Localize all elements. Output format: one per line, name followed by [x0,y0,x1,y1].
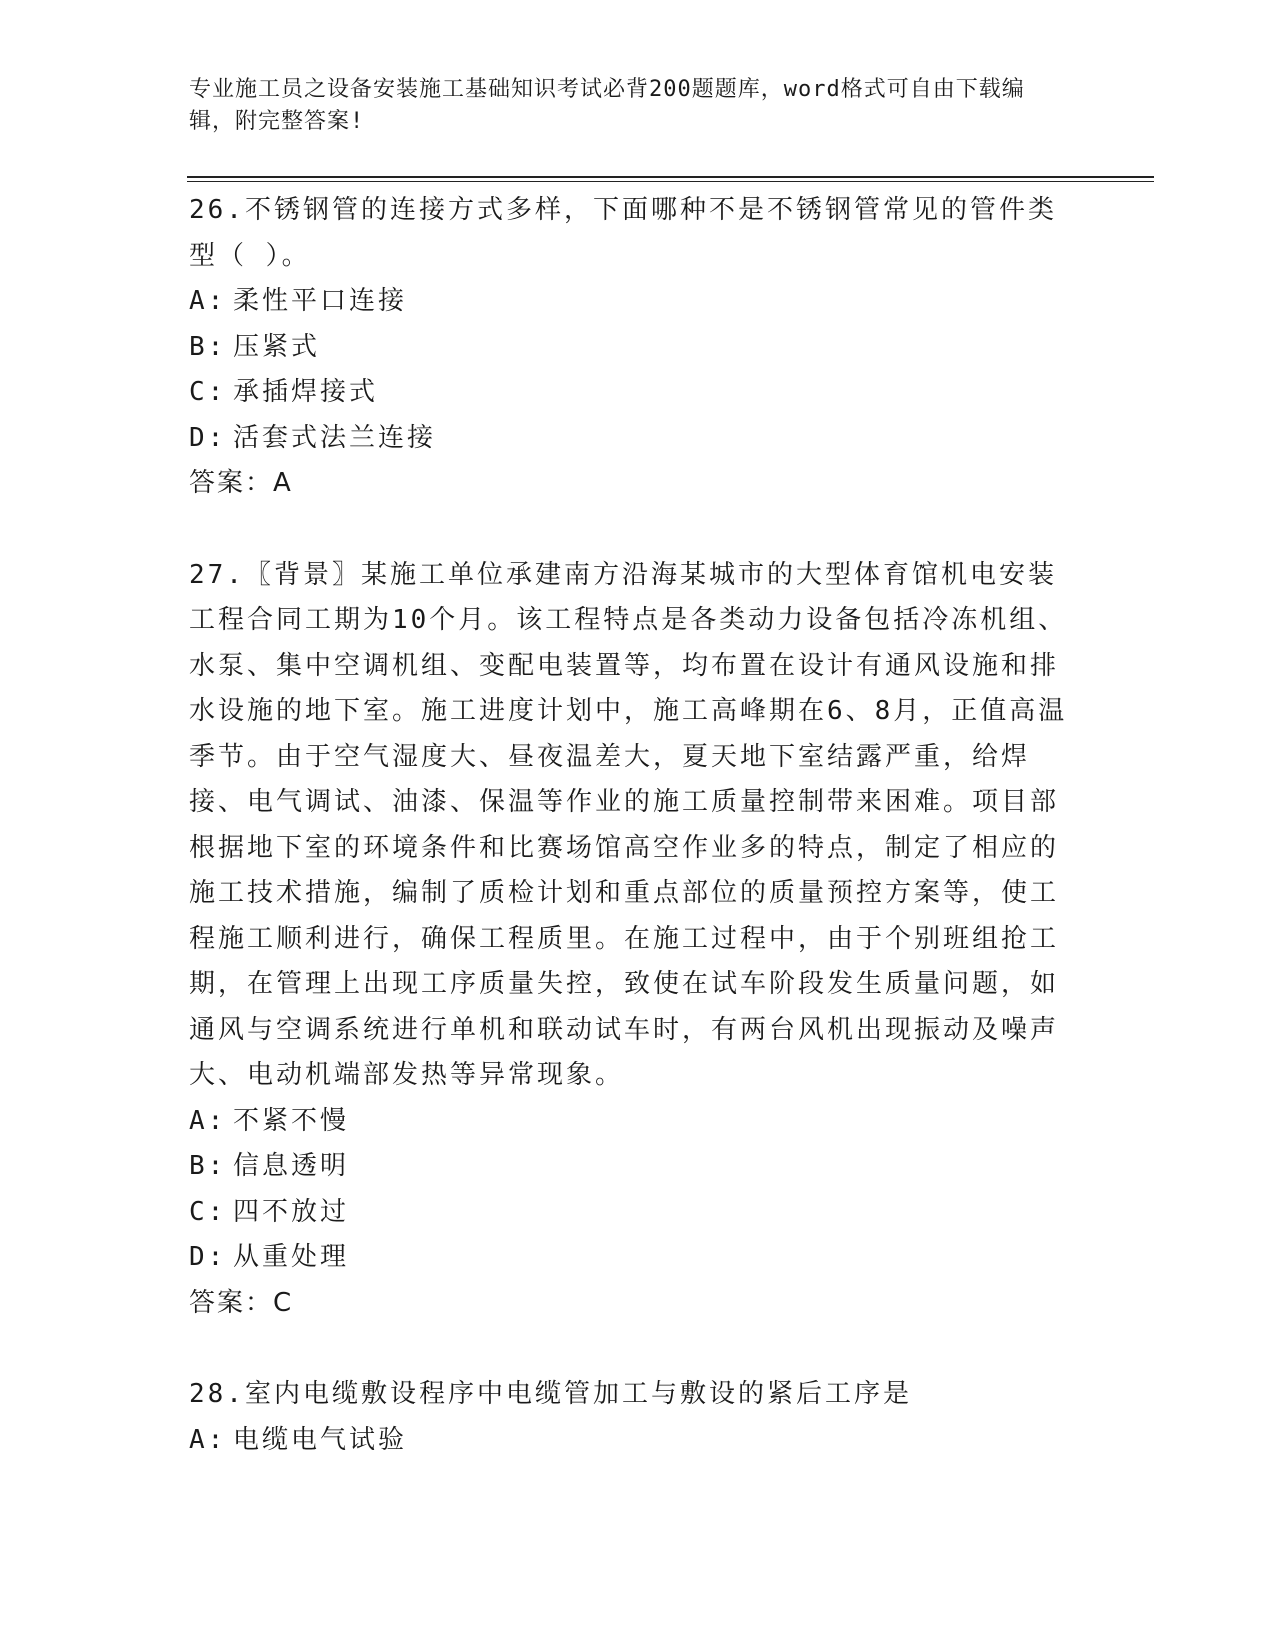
option-text: 承插焊接式 [233,377,379,407]
option-letter: A: [189,286,227,316]
option-a [189,1099,1069,1145]
option-letter: C: [189,377,227,407]
option-letter: B: [189,331,227,362]
option-a [189,1418,1069,1464]
option-b [189,1144,1069,1190]
option-a [189,279,1069,325]
option-letter: D: [189,422,227,453]
option-c [189,370,1069,416]
document-header [189,74,1069,138]
option-letter: C: [189,1196,227,1227]
question-stem: 26.不锈钢管的连接方式多样，下面哪种不是不锈钢管常见的管件类型（ ）。 [189,195,1057,271]
header-divider-thin [187,181,1154,182]
option-c [189,1190,1069,1236]
option-text: 柔性平口连接 [233,286,408,316]
document-title: 专业施工员之设备安装施工基础知识考试必背200题题库，word格式可自由下载编辑，附完整答案! [189,77,1025,134]
option-text: 从重处理 [233,1242,350,1272]
option-text: 不紧不慢 [233,1105,350,1136]
option-text: 活套式法兰连接 [233,422,437,453]
answer-line: 答案：A [189,468,293,498]
option-text: 四不放过 [233,1196,350,1227]
answer-line: 答案：C [189,1287,294,1318]
question-list [189,188,1069,1509]
option-d [189,416,1069,462]
option-b [189,325,1069,371]
question-27 [189,553,1069,1327]
header-divider-thick [187,176,1154,178]
question-stem: 27.〖背景〗某施工单位承建南方沿海某城市的大型体育馆机电安装工程合同工期为10个月。该工程特点是各类动力设备包括冷冻机组、水泵、集中空调机组、变配电装置等，均布置在设计有通风设施和排水设施的地下室。施工进度计划中，施工高峰期在6、8月，正值高温季节。由于空气湿度大、昼夜温差大，夏天地下室结露严重，给焊接、电气调试、油漆、保温等作业的施工质量控制带来困难。项目部根据地下室的环境条件和比赛场馆高空作业多的特点，制定了相应的施工技术措施，编制了质检计划和重点部位的质量预控方案等，使工程施工顺利进行，确保工程质里。在施工过程中，由于个别班组抢工期，在管理上出现工序质量失控，致使在试车阶段发生质量问题，如通风与空调系统进行单机和联动试车时，有两台风机出现振动及噪声大、电动机端部发热等异常现象。 [189,559,1068,1090]
question-26 [189,188,1069,507]
question-28 [189,1372,1069,1463]
option-letter: B: [189,1151,227,1181]
question-stem: 28.室内电缆敷设程序中电缆管加工与敷设的紧后工序是 [189,1379,912,1409]
option-letter: D: [189,1242,227,1272]
option-text: 压紧式 [233,331,321,362]
option-letter: A: [189,1424,227,1455]
option-d [189,1235,1069,1281]
option-letter: A: [189,1105,227,1136]
option-text: 电缆电气试验 [233,1424,408,1455]
option-text: 信息透明 [233,1151,350,1181]
